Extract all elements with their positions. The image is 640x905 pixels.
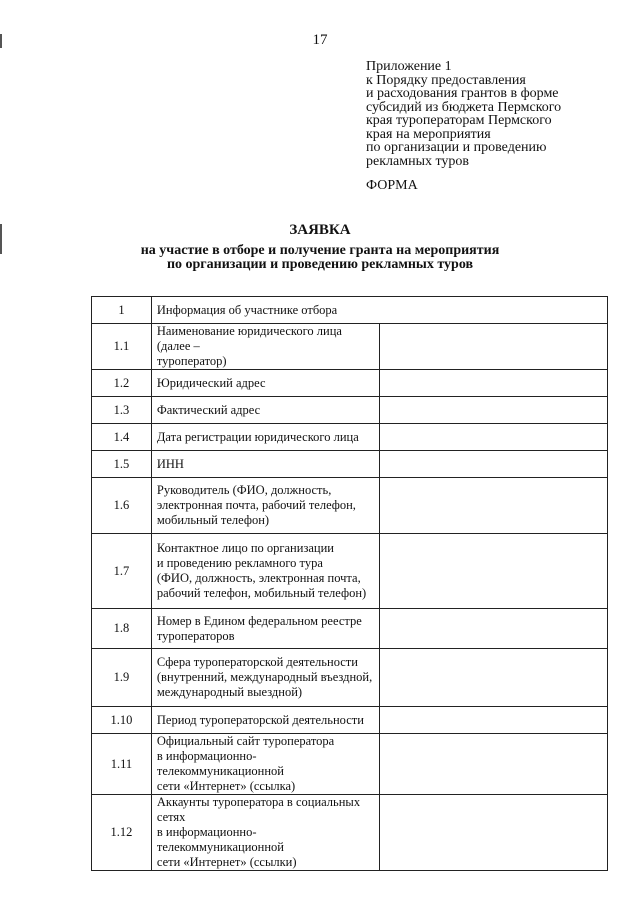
row-label-line: сети «Интернет» (ссылки) (156, 855, 297, 869)
row-label-line: сети «Интернет» (ссылка) (156, 779, 296, 793)
page-number: 17 (312, 32, 328, 48)
row-label (151, 609, 379, 649)
row-label-line: электронная почта, рабочий телефон, (156, 498, 356, 512)
row-label (151, 397, 379, 424)
row-label (151, 534, 379, 609)
row-label-line: и проведению рекламного тура (156, 556, 323, 570)
row-number: 1.6 (92, 478, 152, 534)
table-row (92, 397, 608, 424)
row-number: 1 (92, 297, 152, 324)
row-label-line: Официальный сайт туроператора (156, 734, 335, 748)
row-label-line: Фактический адрес (156, 402, 261, 417)
row-label (151, 478, 379, 534)
row-label-line: рабочий телефон, мобильный телефон) (156, 586, 367, 600)
value-cell[interactable] (379, 707, 607, 734)
subtitle-line: на участие в отборе и получение гранта на мероприятия (140, 243, 500, 258)
appendix-block (366, 60, 616, 168)
table-row (92, 324, 608, 370)
row-label-line: Номер в Едином федеральном реестре (156, 613, 362, 628)
row-label-line: международный выездной) (156, 685, 303, 699)
row-label-line: ИНН (156, 456, 184, 471)
appendix-line: Приложение 1 (366, 59, 452, 74)
row-number: 1.11 (92, 734, 152, 795)
value-cell[interactable] (379, 370, 607, 397)
row-label-line: в информационно-телекоммуникационной (156, 749, 284, 778)
row-number: 1.7 (92, 534, 152, 609)
row-label (151, 451, 379, 478)
value-cell[interactable] (379, 424, 607, 451)
table-row (92, 707, 608, 734)
row-label-line: туроператоров (156, 628, 235, 643)
row-number: 1.12 (92, 795, 152, 871)
row-label-line: Наименование юридического лица (далее – (156, 324, 342, 353)
value-cell[interactable] (379, 649, 607, 707)
value-cell[interactable] (379, 397, 607, 424)
application-table (91, 296, 608, 871)
row-number: 1.3 (92, 397, 152, 424)
row-label-line: Период туроператорской деятельности (156, 712, 364, 727)
value-cell[interactable] (379, 324, 607, 370)
table-row (92, 370, 608, 397)
row-label (151, 370, 379, 397)
appendix-line: рекламных туров (366, 153, 470, 169)
appendix-line: субсидий из бюджета Пермского (366, 99, 562, 115)
row-label-line: Сфера туроператорской деятельности (156, 655, 358, 669)
section-title: Информация об участнике отбора (151, 297, 607, 324)
table-row (92, 609, 608, 649)
appendix-line: края на мероприятия (366, 126, 491, 142)
appendix-line: к Порядку предоставления (366, 72, 526, 88)
document-subtitle (0, 244, 640, 272)
row-label (151, 424, 379, 451)
value-cell[interactable] (379, 734, 607, 795)
table-row (92, 649, 608, 707)
row-label (151, 707, 379, 734)
table-row (92, 478, 608, 534)
appendix-line: края туроператорам Пермского (366, 113, 552, 128)
value-cell[interactable] (379, 795, 607, 871)
appendix-line: по организации и проведению (366, 140, 547, 155)
row-number: 1.1 (92, 324, 152, 370)
row-number: 1.4 (92, 424, 152, 451)
form-label: ФОРМА (366, 178, 418, 193)
row-label (151, 649, 379, 707)
value-cell[interactable] (379, 609, 607, 649)
row-label-line: в информационно-телекоммуникационной (156, 825, 284, 854)
row-label-line: (ФИО, должность, электронная почта, (156, 571, 361, 585)
table-row (92, 795, 608, 871)
row-label (151, 795, 379, 871)
row-label-line: Дата регистрации юридического лица (156, 429, 359, 444)
row-label-line: туроператор) (156, 354, 227, 368)
row-label-line: Контактное лицо по организации (156, 541, 334, 555)
row-label-line: Юридический адрес (156, 375, 266, 390)
row-label-line: Руководитель (ФИО, должность, (156, 483, 332, 497)
row-number: 1.2 (92, 370, 152, 397)
subtitle-line: по организации и проведению рекламных туров (166, 257, 474, 272)
table-row (92, 451, 608, 478)
value-cell[interactable] (379, 478, 607, 534)
row-number: 1.8 (92, 609, 152, 649)
row-label (151, 324, 379, 370)
row-label-line: (внутренний, международный въездной, (156, 670, 373, 684)
appendix-line: и расходования грантов в форме (366, 86, 559, 101)
value-cell[interactable] (379, 451, 607, 478)
table-header-row (92, 297, 608, 324)
row-number: 1.5 (92, 451, 152, 478)
row-number: 1.10 (92, 707, 152, 734)
row-label-line: Аккаунты туроператора в социальных сетях (156, 795, 361, 824)
table-row (92, 734, 608, 795)
row-label (151, 734, 379, 795)
document-title: ЗАЯВКА (289, 222, 351, 238)
value-cell[interactable] (379, 534, 607, 609)
table-row (92, 424, 608, 451)
row-number: 1.9 (92, 649, 152, 707)
row-label-line: мобильный телефон) (156, 513, 270, 527)
table-row (92, 534, 608, 609)
